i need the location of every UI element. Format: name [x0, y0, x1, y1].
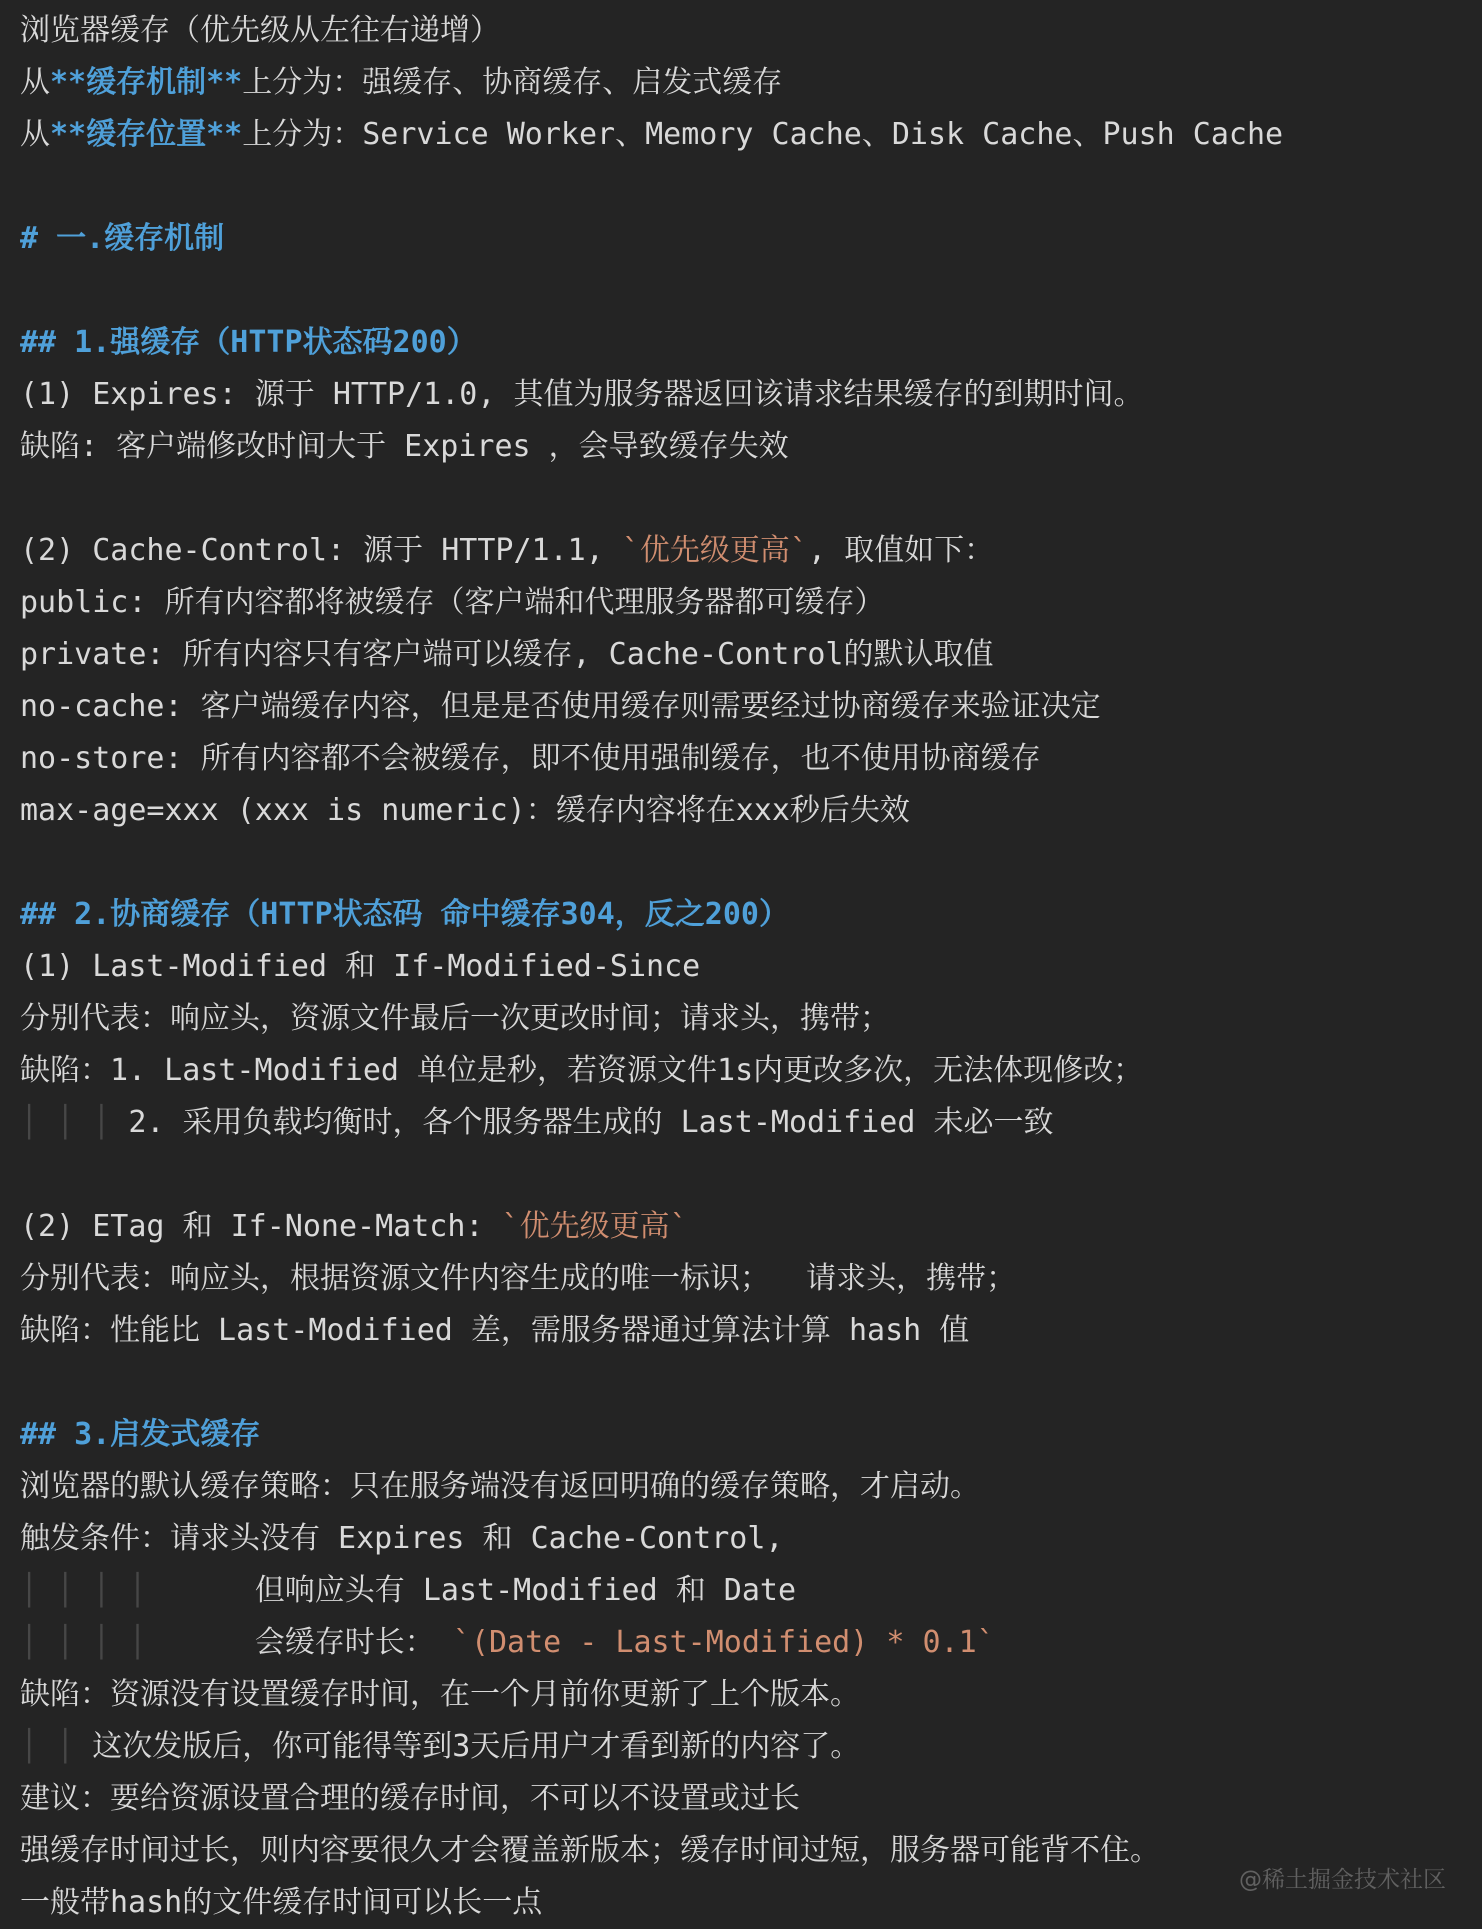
emphasis-run: **缓存机制** [50, 65, 243, 100]
inline-code-run: `优先级更高` [621, 533, 808, 568]
emphasis-run: ## 3.启发式缓存 [20, 1417, 261, 1452]
text-run: (1) Expires: 源于 HTTP/1.0, 其值为服务器返回该请求结果缓存的到期时间。 [20, 377, 1144, 412]
text-line [20, 525, 1482, 577]
text-run: 从 [20, 65, 50, 100]
text-line [20, 1253, 1482, 1305]
text-run: 分别代表：响应头，资源文件最后一次更改时间；请求头，携带； [20, 1001, 890, 1036]
text-line [20, 629, 1482, 681]
text-line [20, 1513, 1482, 1565]
text-run: 缺陷：资源没有设置缓存时间，在一个月前你更新了上个版本。 [20, 1677, 860, 1712]
text-line [20, 109, 1482, 161]
blank-line [20, 837, 1482, 889]
text-line [20, 1097, 1482, 1149]
text-run: 上分为：强缓存、协商缓存、启发式缓存 [242, 65, 783, 100]
text-run: no-cache: 客户端缓存内容，但是是否使用缓存则需要经过协商缓存来验证决定 [20, 689, 1101, 724]
text-line [20, 1305, 1482, 1357]
text-run: 建议：要给资源设置合理的缓存时间，不可以不设置或过长 [20, 1781, 800, 1816]
text-run: (2) Cache-Control: 源于 HTTP/1.1, [20, 533, 622, 568]
indent-guide: │ │ │ │ [20, 1625, 165, 1660]
blank-line [20, 473, 1482, 525]
text-line [20, 941, 1482, 993]
text-run: (2) ETag 和 If-None-Match: [20, 1209, 502, 1244]
text-line [20, 57, 1482, 109]
text-run: (1) Last-Modified 和 If-Modified-Since [20, 949, 701, 984]
indent-guide: │ │ │ [20, 1105, 129, 1140]
text-line [20, 1045, 1482, 1097]
text-run: 但响应头有 Last-Modified 和 Date [164, 1573, 797, 1608]
text-run: , 取值如下： [807, 533, 995, 568]
text-line [20, 369, 1482, 421]
text-run: 触发条件：请求头没有 Expires 和 Cache-Control, [20, 1521, 784, 1556]
indent-guide: │ │ │ │ [20, 1573, 165, 1608]
text-run: 浏览器缓存（优先级从左往右递增） [20, 13, 500, 48]
text-run: 缺陷：1. Last-Modified 单位是秒，若资源文件1s内更改多次，无法体现修改； [20, 1053, 1144, 1088]
blank-line [20, 161, 1482, 213]
emphasis-run: **缓存位置** [50, 117, 243, 152]
text-run: 从 [20, 117, 50, 152]
emphasis-run: ## 2.协商缓存（HTTP状态码 命中缓存304，反之200） [20, 897, 789, 932]
indent-guide: │ │ [20, 1729, 93, 1764]
text-line [20, 1617, 1482, 1669]
text-run: 上分为：Service Worker、Memory Cache、Disk Cache、Push Cache [242, 117, 1284, 152]
blank-line [20, 1149, 1482, 1201]
text-line [20, 1773, 1482, 1825]
text-run: private: 所有内容只有客户端可以缓存, Cache-Control的默认取值 [20, 637, 994, 672]
watermark: @稀土掘金技术社区 [1239, 1867, 1446, 1893]
text-run: 强缓存时间过长，则内容要很久才会覆盖新版本；缓存时间过短，服务器可能背不住。 [20, 1833, 1160, 1868]
text-line [20, 785, 1482, 837]
text-run: 这次发版后，你可能得等到3天后用户才看到新的内容了。 [92, 1729, 861, 1764]
text-line [20, 1201, 1482, 1253]
text-run: max-age=xxx (xxx is numeric)：缓存内容将在xxx秒后失效 [20, 793, 910, 828]
emphasis-run: # 一.缓存机制 [20, 221, 225, 256]
text-line [20, 1669, 1482, 1721]
text-run: 2. 采用负载均衡时，各个服务器生成的 Last-Modified 未必一致 [128, 1105, 1054, 1140]
text-run: 缺陷: 客户端修改时间大于 Expires ，会导致缓存失效 [20, 429, 789, 464]
text-line [20, 733, 1482, 785]
text-line [20, 1461, 1482, 1513]
text-line [20, 421, 1482, 473]
text-line [20, 1409, 1482, 1461]
text-run: no-store: 所有内容都不会被缓存，即不使用强制缓存，也不使用协商缓存 [20, 741, 1041, 776]
text-line [20, 1565, 1482, 1617]
inline-code-run: `(Date - Last-Modified) * 0.1` [452, 1625, 995, 1660]
text-run: 会缓存时长： [164, 1625, 453, 1660]
text-run: 浏览器的默认缓存策略：只在服务端没有返回明确的缓存策略，才启动。 [20, 1469, 980, 1504]
text-run: public: 所有内容都将被缓存（客户端和代理服务器都可缓存） [20, 585, 885, 620]
blank-line [20, 265, 1482, 317]
document [20, 5, 1482, 1929]
text-line [20, 577, 1482, 629]
text-run: 一般带hash的文件缓存时间可以长一点 [20, 1885, 543, 1920]
text-line [20, 317, 1482, 369]
text-line [20, 681, 1482, 733]
text-line [20, 993, 1482, 1045]
text-line [20, 1721, 1482, 1773]
text-run: 缺陷：性能比 Last-Modified 差，需服务器通过算法计算 hash 值 [20, 1313, 970, 1348]
emphasis-run: ## 1.强缓存（HTTP状态码200） [20, 325, 477, 360]
text-run: 分别代表：响应头，根据资源文件内容生成的唯一标识； 请求头，携带； [20, 1261, 1017, 1296]
text-line [20, 5, 1482, 57]
text-line [20, 889, 1482, 941]
blank-line [20, 1357, 1482, 1409]
inline-code-run: `优先级更高` [501, 1209, 688, 1244]
text-line [20, 213, 1482, 265]
